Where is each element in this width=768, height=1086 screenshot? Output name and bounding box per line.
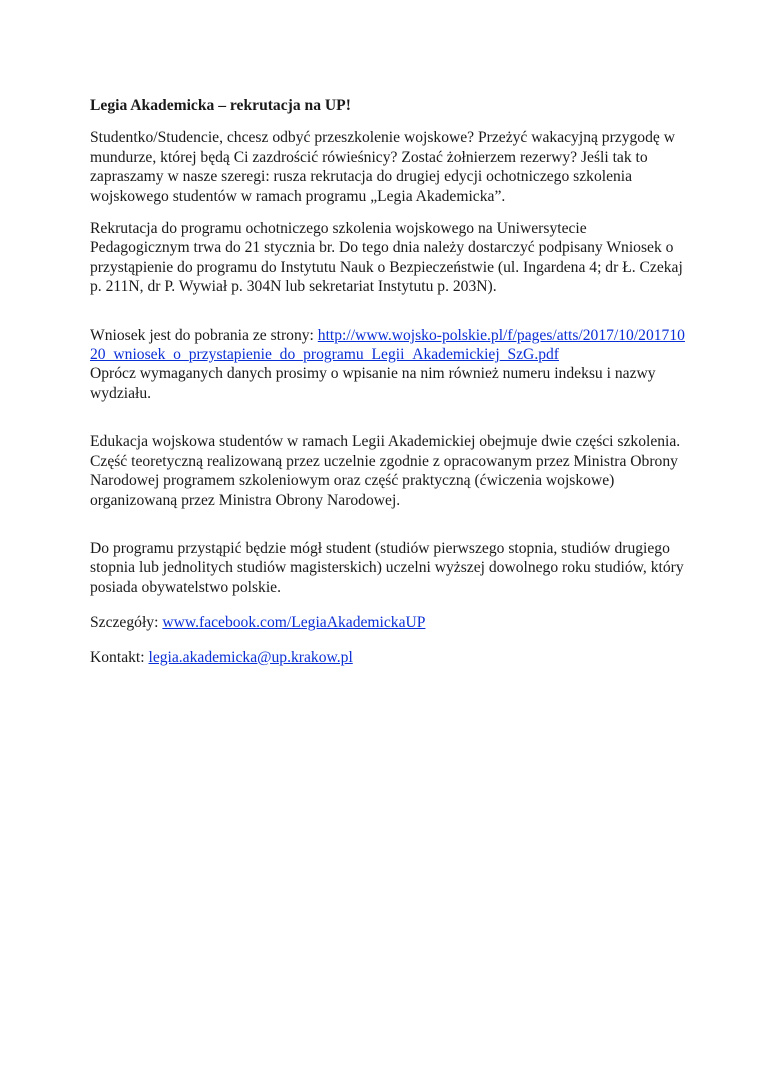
document-title: Legia Akademicka – rekrutacja na UP!: [90, 97, 351, 114]
details-line: [90, 613, 690, 632]
education-paragraph: Edukacja wojskowa studentów w ramach Legii Akademickiej obejmuje dwie części szkolenia. Część teoretyczną realizowaną przez uczelnie zgodnie z opracowanym przez Ministra Obrony Narodowej programem szkoleniowym oraz część praktyczną (ćwiczenia wojskowe) organizowaną przez Ministra Obrony Narodowej.: [90, 433, 681, 509]
download-paragraph: [90, 326, 690, 404]
download-note: Oprócz wymaganych danych prosimy o wpisanie na nim również numeru indeksu i nazwy wydziału.: [90, 365, 656, 402]
download-link[interactable]: http://www.wojsko-polskie.pl/f/pages/atts/2017/10/20171020_wniosek_o_przystapienie_do_programu_Legii_Akademickiej_SzG.pdf: [90, 326, 685, 364]
details-label: Szczegóły:: [90, 614, 159, 632]
eligibility-paragraph: Do programu przystąpić będzie mógł student (studiów pierwszego stopnia, studiów drugiego stopnia lub jednolitych studiów magisterskich) uczelni wyższej dowolnego roku studiów, który posiada obywatelstwo polskie.: [90, 539, 684, 596]
contact-line: [90, 648, 690, 667]
document-page: [90, 96, 690, 680]
intro-paragraph: Studentko/Studencie, chcesz odbyć przeszkolenie wojskowe? Przeżyć wakacyjną przygodę w mundurze, której będą Ci zazdrościć rówieśnicy? Zostać żołnierzem rezerwy? Jeśli tak to zapraszamy w nasze szeregi: rusza rekrutacja do drugiej edycji ochotniczego szkolenia wojskowego studentów w ramach programu „Legia Akademicka”.: [90, 129, 675, 205]
facebook-link[interactable]: www.facebook.com/LegiaAkademickaUP: [162, 614, 426, 632]
download-prefix: Wniosek jest do pobrania ze strony:: [90, 326, 314, 344]
contact-email-link[interactable]: legia.akademicka@up.krakow.pl: [148, 648, 353, 666]
contact-label: Kontakt:: [90, 648, 145, 666]
recruitment-paragraph: Rekrutacja do programu ochotniczego szkolenia wojskowego na Uniwersytecie Pedagogicznym trwa do 21 stycznia br. Do tego dnia należy dostarczyć podpisany Wniosek o przystąpienie do programu do Instytutu Nauk o Bezpieczeństwie (ul. Ingardena 4; dr Ł. Czekaj p. 211N, dr P. Wywiał p. 304N lub sekretariat Instytutu p. 203N).: [90, 220, 683, 296]
